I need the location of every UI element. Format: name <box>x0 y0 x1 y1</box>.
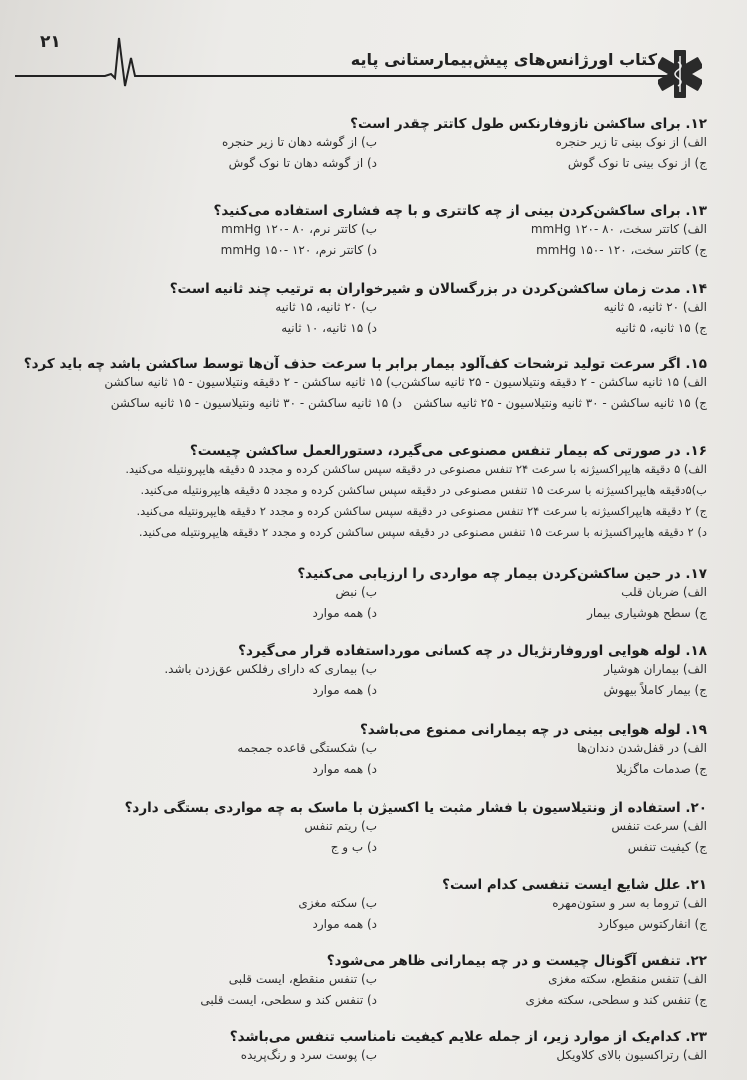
option-b: ب) ریتم تنفس <box>304 819 377 833</box>
question-15 <box>23 355 707 415</box>
question-title: ۱۳. برای ساکشن‌کردن بینی از چه کاتتری و با چه فشاری استفاده می‌کنید؟ <box>213 203 707 219</box>
option-b: ب) بیماری که دارای رفلکس عق‌زدن باشد. <box>164 662 377 676</box>
question-title: ۱۹. لوله هوایی بینی در چه بیمارانی ممنوع می‌باشد؟ <box>359 722 707 738</box>
option-c: ج) کاتتر سخت، mmHg ۱۵۰- ۱۲۰ <box>536 243 707 257</box>
question-title: ۱۶. در صورتی که بیمار تنفس مصنوعی می‌گیرد، دستورالعمل ساکشن چیست؟ <box>189 443 707 459</box>
option-c: ج) کیفیت تنفس <box>627 840 707 854</box>
option-c: ج) ۱۵ ثانیه ساکشن - ۳۰ ثانیه ونتیلاسیون - ۲۵ ثانیه ساکشن <box>413 396 707 410</box>
option-a: الف) ۲۰ ثانیه، ۵ ثانیه <box>603 300 707 314</box>
question-23 <box>47 1028 707 1067</box>
option-b: ب) از گوشه دهان تا زیر حنجره <box>222 135 377 149</box>
option-c: ج) انفارکتوس میوکارد <box>597 917 707 931</box>
page-number: ۲۱ <box>40 32 61 52</box>
option-b: ب) تنفس منقطع، ایست قلبی <box>228 972 377 986</box>
option-a: الف) از نوک بینی تا زیر حنجره <box>555 135 707 149</box>
option-a: الف) کاتتر سخت، mmHg ۱۲۰- ۸۰ <box>530 222 707 236</box>
star-of-life-icon <box>658 48 702 100</box>
option-d: د) از گوشه دهان تا نوک گوش <box>228 156 377 170</box>
option-c: ج) از نوک بینی تا نوک گوش <box>567 156 707 170</box>
option-b: ب)۵دقیقه هایپراکسیژنه با سرعت ۱۵ تنفس مصنوعی در دقیقه سپس ساکشن کرده و مجدد ۵ دقیقه هایپرونتیله می‌کنید. <box>140 483 707 497</box>
option-d: د) ۲ دقیقه هایپراکسیژنه با سرعت ۱۵ تنفس مصنوعی در دقیقه سپس ساکشن کرده و مجدد ۲ دقیقه هایپرونتیله می‌کنید. <box>138 525 707 539</box>
option-d: د) همه موارد <box>312 762 377 776</box>
option-c: ج) تنفس کند و سطحی، سکته مغزی <box>525 993 707 1007</box>
question-17 <box>47 565 707 625</box>
option-c: ج) ۱۵ ثانیه، ۵ ثانیه <box>615 321 707 335</box>
option-d: د) همه موارد <box>312 917 377 931</box>
option-b: ب) پوست سرد و رنگ‌پریده <box>240 1048 377 1062</box>
option-a: الف) تروما به سر و ستون‌مهره <box>552 896 707 910</box>
question-title: ۲۲. تنفس آگونال چیست و در چه بیمارانی ظاهر می‌شود؟ <box>326 953 707 969</box>
question-14 <box>47 280 707 340</box>
option-d: د) تنفس کند و سطحی، ایست قلبی <box>200 993 377 1007</box>
question-title: ۲۰. استفاده از ونتیلاسیون با فشار مثبت یا اکسیژن با ماسک به چه مواردی بستگی دارد؟ <box>124 800 707 816</box>
option-d: د) کاتتر نرم، mmHg ۱۵۰- ۱۲۰ <box>220 243 377 257</box>
question-title: ۱۷. در حین ساکشن‌کردن بیمار چه مواردی را ارزیابی می‌کنید؟ <box>297 566 707 582</box>
question-20 <box>47 799 707 859</box>
question-12 <box>47 115 707 175</box>
question-16 <box>47 442 707 544</box>
option-b: ب) شکستگی قاعده جمجمه <box>237 741 377 755</box>
option-d: د) ۱۵ ثانیه ساکشن - ۳۰ ثانیه ونتیلاسیون - ۱۵ ثانیه ساکشن <box>110 396 402 410</box>
option-a: الف) تنفس منقطع، سکته مغزی <box>548 972 707 986</box>
option-d: د) همه موارد <box>312 683 377 697</box>
option-d: د) ب و ج <box>330 840 377 854</box>
book-title: کتاب اورژانس‌های پیش‌بیمارستانی پایه <box>350 50 657 69</box>
question-title: ۱۵. اگر سرعت تولید ترشحات کف‌آلود بیمار برابر با سرعت حذف آن‌ها توسط ساکشن باشد چه باید کرد؟ <box>23 356 707 372</box>
option-a: الف) بیماران هوشیار <box>604 662 707 676</box>
option-c: ج) ۲ دقیقه هایپراکسیژنه با سرعت ۲۴ تنفس مصنوعی در دقیقه سپس ساکشن کرده و مجدد ۲ دقیقه هایپرونتیله می‌کنید. <box>136 504 707 518</box>
question-22 <box>47 952 707 1012</box>
question-title: ۲۳. کدام‌یک از موارد زیر، از جمله علایم کیفیت نامناسب تنفس می‌باشد؟ <box>229 1029 707 1045</box>
questions-list <box>0 110 747 1080</box>
page-header <box>0 0 747 110</box>
option-b: ب) سکته مغزی <box>298 896 377 910</box>
option-c: ج) سطح هوشیاری بیمار <box>587 606 707 620</box>
option-c: ج) صدمات ماگزیلا <box>616 762 707 776</box>
question-title: ۱۴. مدت زمان ساکشن‌کردن در بزرگسالان و شیرخواران به ترتیب چند ثانیه است؟ <box>169 281 707 297</box>
option-b: ب) نبض <box>335 585 377 599</box>
question-title: ۲۱. علل شایع ایست تنفسی کدام است؟ <box>442 877 707 893</box>
option-b: ب) ۱۵ ثانیه ساکشن - ۲ دقیقه ونتیلاسیون - ۱۵ ثانیه ساکشن <box>104 375 402 389</box>
option-a: الف) ضربان قلب <box>621 585 707 599</box>
option-b: ب) کاتتر نرم، mmHg ۱۲۰- ۸۰ <box>221 222 377 236</box>
question-21 <box>47 876 707 936</box>
option-a: الف) در قفل‌شدن دندان‌ها <box>577 741 707 755</box>
question-title: ۱۸. لوله هوایی اوروفارنژیال در چه کسانی مورداستفاده قرار می‌گیرد؟ <box>238 643 707 659</box>
question-title: ۱۲. برای ساکشن نازوفارنکس طول کاتتر چقدر است؟ <box>350 116 707 132</box>
option-a: الف) رتراکسیون بالای کلاویکل <box>556 1048 707 1062</box>
question-13 <box>47 202 707 262</box>
option-a: الف) ۵ دقیقه هایپراکسیژنه با سرعت ۲۴ تنفس مصنوعی در دقیقه سپس ساکشن کرده و مجدد ۵ دقیقه هایپرونتیله می‌کنید. <box>125 462 707 476</box>
option-a: الف) ۱۵ ثانیه ساکشن - ۲ دقیقه ونتیلاسیون - ۲۵ ثانیه ساکشن <box>401 375 707 389</box>
option-c: ج) بیمار کاملاً بیهوش <box>603 683 707 697</box>
option-a: الف) سرعت تنفس <box>611 819 707 833</box>
option-d: د) همه موارد <box>312 606 377 620</box>
option-b: ب) ۲۰ ثانیه، ۱۵ ثانیه <box>275 300 377 314</box>
option-d: د) ۱۵ ثانیه، ۱۰ ثانیه <box>281 321 377 335</box>
question-18 <box>47 642 707 702</box>
question-19 <box>47 721 707 781</box>
